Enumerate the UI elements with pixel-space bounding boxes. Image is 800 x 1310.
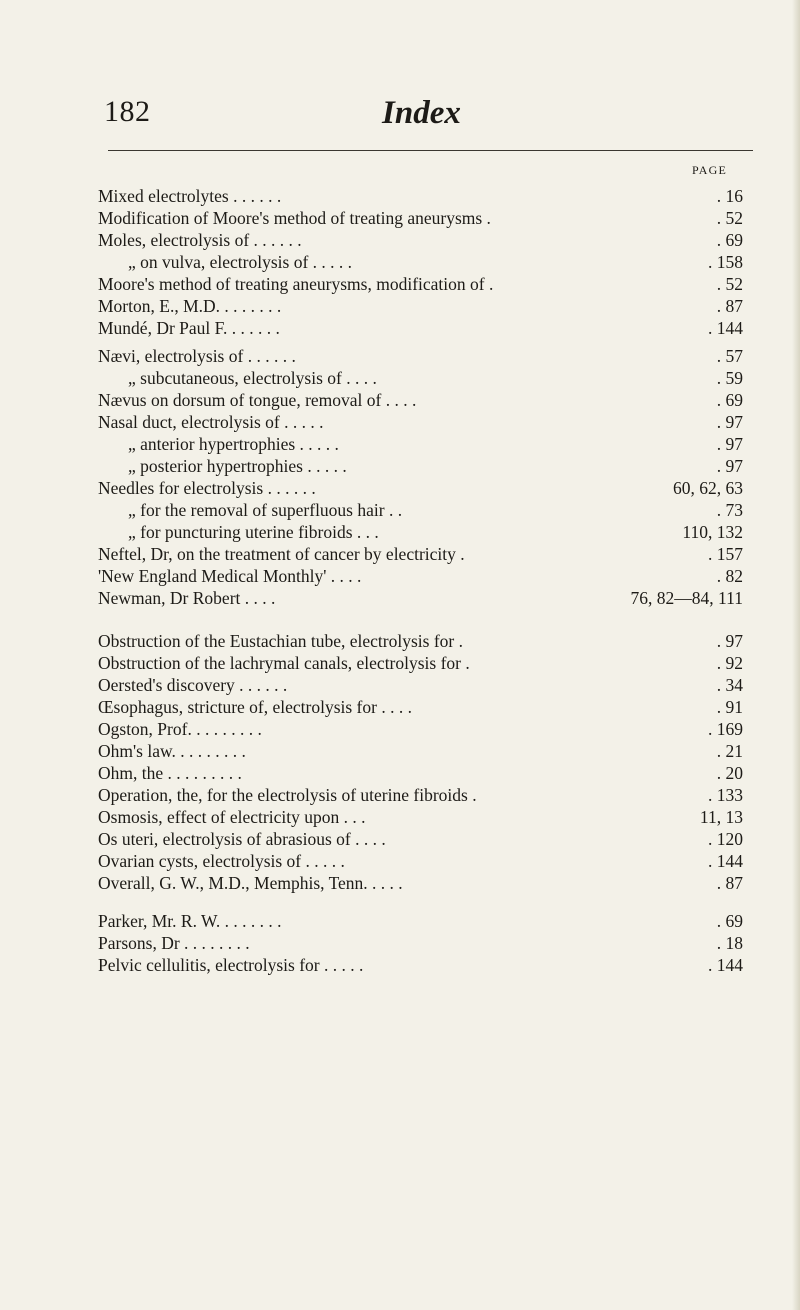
index-term: Nævi, electrolysis of . . . . . . <box>98 346 296 366</box>
index-pages: . 97 <box>716 456 743 476</box>
page-number: 182 <box>104 95 151 128</box>
index-entry <box>98 850 743 872</box>
index-term: Obstruction of the lachrymal canals, electrolysis for . <box>98 653 470 673</box>
index-term: Ohm, the . . . . . . . . . <box>98 763 242 783</box>
index-entry <box>98 872 743 894</box>
index-entry <box>98 932 743 954</box>
index-pages: . 69 <box>716 390 743 410</box>
index-pages: . 97 <box>716 412 743 432</box>
index-pages: . 87 <box>716 296 743 316</box>
index-term: Newman, Dr Robert . . . . <box>98 588 276 608</box>
index-term: Ovarian cysts, electrolysis of . . . . . <box>98 851 345 871</box>
index-term: „ for the removal of superfluous hair . . <box>128 500 403 520</box>
index-term: Ohm's law. . . . . . . . . <box>98 741 246 761</box>
index-term: Nasal duct, electrolysis of . . . . . <box>98 412 324 432</box>
index-pages: . 21 <box>716 741 743 761</box>
index-term: Mundé, Dr Paul F. . . . . . . <box>98 318 280 338</box>
index-section-o <box>98 630 743 894</box>
index-entry <box>98 543 743 565</box>
index-entry <box>98 499 743 521</box>
index-entry <box>98 806 743 828</box>
index-term: Ogston, Prof. . . . . . . . . <box>98 719 262 739</box>
page-edge <box>792 0 800 1310</box>
index-term: Osmosis, effect of electricity upon . . . <box>98 807 366 827</box>
index-term: Overall, G. W., M.D., Memphis, Tenn. . . . . <box>98 873 403 893</box>
index-entry <box>98 207 743 229</box>
index-pages: . 91 <box>716 697 743 717</box>
index-pages: . 120 <box>708 829 743 849</box>
index-entry <box>98 273 743 295</box>
index-pages: 76, 82—84, 111 <box>630 588 743 608</box>
index-entry <box>98 828 743 850</box>
index-pages: . 73 <box>716 500 743 520</box>
index-pages: . 144 <box>708 955 743 975</box>
index-pages: . 69 <box>716 911 743 931</box>
index-pages: . 59 <box>716 368 743 388</box>
index-term: Mixed electrolytes . . . . . . <box>98 186 282 206</box>
index-entry <box>98 652 743 674</box>
index-term: Parker, Mr. R. W. . . . . . . . <box>98 911 282 931</box>
index-pages: . 157 <box>708 544 743 564</box>
index-pages: . 82 <box>716 566 743 586</box>
index-entry <box>98 295 743 317</box>
index-entry <box>98 433 743 455</box>
index-pages: . 20 <box>716 763 743 783</box>
index-pages: . 169 <box>708 719 743 739</box>
index-entry <box>98 229 743 251</box>
index-term: Pelvic cellulitis, electrolysis for . . . . . <box>98 955 364 975</box>
index-entry <box>98 251 743 273</box>
index-entry <box>98 762 743 784</box>
index-term: Moore's method of treating aneurysms, modification of . <box>98 274 494 294</box>
index-term: Oersted's discovery . . . . . . <box>98 675 288 695</box>
running-head: Index <box>382 95 461 131</box>
index-entry <box>98 696 743 718</box>
index-pages: 11, 13 <box>699 807 743 827</box>
index-term: Obstruction of the Eustachian tube, electrolysis for . <box>98 631 463 651</box>
index-pages: . 52 <box>716 208 743 228</box>
index-term: „ on vulva, electrolysis of . . . . . <box>128 252 353 272</box>
index-entry <box>98 477 743 499</box>
index-section-p <box>98 910 743 976</box>
index-term: „ posterior hypertrophies . . . . . <box>128 456 347 476</box>
index-pages: . 92 <box>716 653 743 673</box>
index-entry <box>98 674 743 696</box>
index-entry <box>98 740 743 762</box>
index-pages: . 144 <box>708 851 743 871</box>
index-entry <box>98 367 743 389</box>
index-entry <box>98 587 743 609</box>
index-pages: . 158 <box>708 252 743 272</box>
index-entry <box>98 455 743 477</box>
index-entry <box>98 185 743 207</box>
index-entry <box>98 784 743 806</box>
index-pages: . 97 <box>716 434 743 454</box>
page-column-header: PAGE <box>692 163 728 177</box>
index-entry <box>98 954 743 976</box>
index-term: Modification of Moore's method of treating aneurysms . <box>98 208 491 228</box>
index-pages: . 133 <box>708 785 743 805</box>
index-section-n <box>98 345 743 609</box>
index-term: Os uteri, electrolysis of abrasious of . . . . <box>98 829 386 849</box>
index-pages: . 18 <box>716 933 743 953</box>
index-term: Neftel, Dr, on the treatment of cancer by electricity . <box>98 544 465 564</box>
index-term: „ for puncturing uterine fibroids . . . <box>128 522 379 542</box>
index-entry <box>98 718 743 740</box>
index-pages: 110, 132 <box>682 522 743 542</box>
header-rule <box>108 150 753 151</box>
index-pages: . 52 <box>716 274 743 294</box>
index-entry <box>98 345 743 367</box>
index-term: Nævus on dorsum of tongue, removal of . . . . <box>98 390 417 410</box>
index-entry <box>98 411 743 433</box>
index-term: 'New England Medical Monthly' . . . . <box>98 566 362 586</box>
index-term: Operation, the, for the electrolysis of uterine fibroids . <box>98 785 477 805</box>
index-pages: . 34 <box>716 675 743 695</box>
index-pages: . 144 <box>708 318 743 338</box>
index-pages: . 16 <box>716 186 743 206</box>
index-pages: . 57 <box>716 346 743 366</box>
index-entry <box>98 565 743 587</box>
index-entry <box>98 630 743 652</box>
index-pages: . 69 <box>716 230 743 250</box>
index-section-m <box>98 185 743 339</box>
index-term: „ anterior hypertrophies . . . . . <box>128 434 339 454</box>
index-entry <box>98 317 743 339</box>
index-entry <box>98 521 743 543</box>
index-entry <box>98 910 743 932</box>
index-entry <box>98 389 743 411</box>
index-pages: 60, 62, 63 <box>673 478 743 498</box>
index-term: Morton, E., M.D. . . . . . . . <box>98 296 282 316</box>
index-pages: . 97 <box>716 631 743 651</box>
index-term: Moles, electrolysis of . . . . . . <box>98 230 302 250</box>
index-pages: . 87 <box>716 873 743 893</box>
index-term: Needles for electrolysis . . . . . . <box>98 478 316 498</box>
index-term: „ subcutaneous, electrolysis of . . . . <box>128 368 377 388</box>
index-term: Parsons, Dr . . . . . . . . <box>98 933 250 953</box>
index-term: Œsophagus, stricture of, electrolysis for . . . . <box>98 697 412 717</box>
